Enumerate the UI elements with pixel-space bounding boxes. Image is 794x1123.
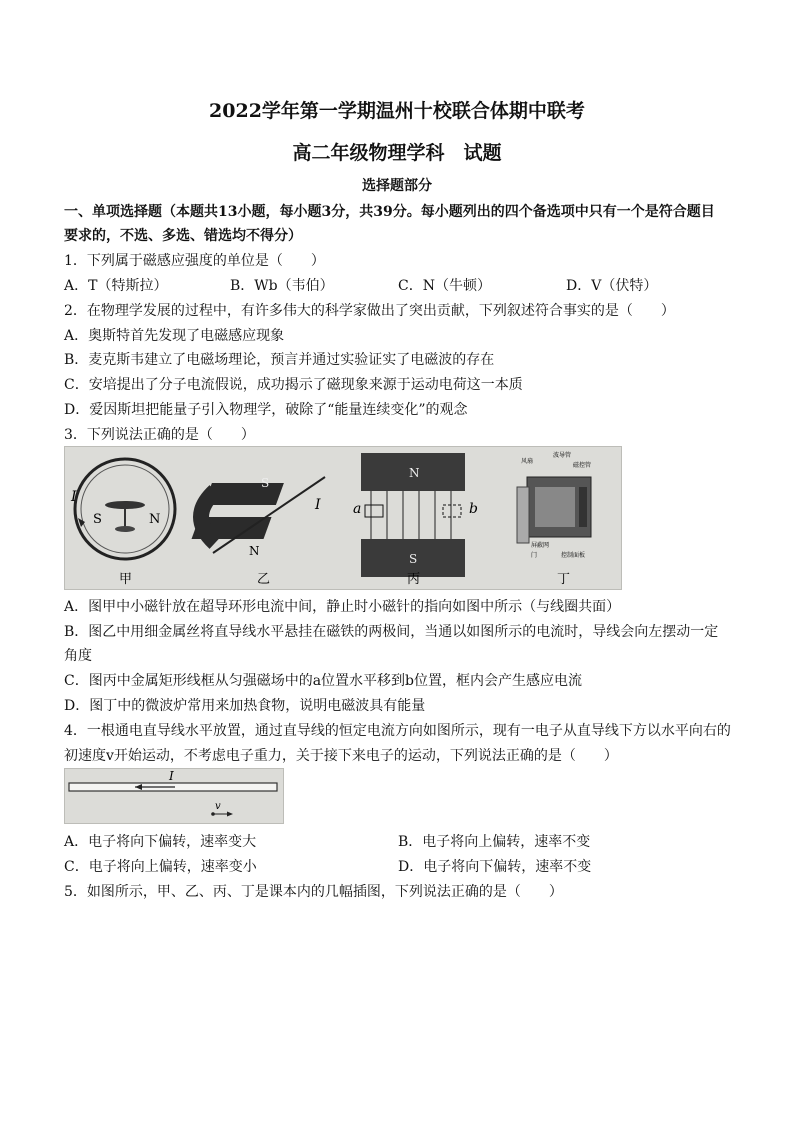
q3-option-d: D．图丁中的微波炉常用来加热食物，说明电磁波具有能量: [64, 698, 426, 714]
label-s-yi: S: [261, 476, 270, 490]
label-current-yi: I: [315, 497, 321, 513]
q2-option-a: A．奥斯特首先发现了电磁感应现象: [64, 328, 285, 344]
q2-option-d: D．爱因斯坦把能量子引入物理学，破除了“能量连续变化”的观念: [64, 402, 468, 418]
label-n-jia: N: [149, 512, 161, 527]
label-n-bing: N: [409, 466, 420, 480]
q4-figure: [64, 768, 284, 824]
label-velocity: v: [215, 801, 221, 812]
label-waveguide: 波导管: [553, 452, 572, 459]
label-s-bing: S: [409, 552, 418, 566]
label-magnetron: 磁控管: [573, 462, 592, 469]
figure-ding: [517, 451, 591, 587]
q4-stem-line1: 4．一根通电直导线水平放置，通过直导线的恒定电流方向如图所示，现有一电子从直导线下方以水平向右的: [64, 723, 731, 739]
exam-subtitle: 高二年级物理学科 试题: [292, 142, 502, 164]
caption-jia: 甲: [119, 572, 133, 587]
caption-ding: 丁: [557, 572, 571, 587]
label-current-jia: I: [71, 489, 77, 505]
label-shield: 屏蔽网: [531, 542, 550, 549]
figure-jia: [70, 459, 175, 587]
caption-yi: 乙: [257, 572, 271, 587]
q3-option-b: B．图乙中用细金属丝将直导线水平悬挂在磁铁的两极间，当通以如图所示的电流时，导线会向左摆动一定: [64, 624, 719, 640]
label-n-yi: N: [249, 544, 260, 558]
label-s-jia: S: [93, 512, 102, 527]
q4-option-c: C．电子将向上偏转，速率变小: [64, 859, 257, 875]
q1-option-a: A．T（特斯拉）: [64, 278, 168, 294]
q3-stem: 3．下列说法正确的是（ ）: [64, 427, 255, 443]
q3-option-c: C．图丙中金属矩形线框从匀强磁场中的a位置水平移到b位置，框内会产生感应电流: [64, 673, 583, 689]
q3-option-b-continued: 角度: [64, 648, 92, 664]
exam-title: 2022学年第一学期温州十校联合体期中联考: [209, 100, 585, 122]
label-fan: 风扇: [521, 458, 534, 465]
q2-option-b: B．麦克斯韦建立了电磁场理论，预言并通过实验证实了电磁波的存在: [64, 352, 495, 368]
label-panel: 控制面板: [561, 552, 586, 559]
q3-option-a: A．图甲中小磁针放在超导环形电流中间，静止时小磁针的指向如图中所示（与线圈共面）: [64, 599, 621, 615]
q4-option-b: B．电子将向上偏转，速率不变: [398, 834, 591, 850]
instructions-line2: 要求的，不选、多选、错选均不得分）: [64, 228, 302, 244]
q1-stem: 1．下列属于磁感应强度的单位是（ ）: [64, 253, 325, 269]
q1-option-d: D．V（伏特）: [566, 278, 658, 294]
q4-option-d: D．电子将向下偏转，速率不变: [398, 859, 592, 875]
label-a: a: [353, 501, 362, 517]
caption-bing: 丙: [407, 572, 421, 587]
figure-yi: [192, 476, 325, 587]
q3-figure: [64, 446, 622, 590]
section-heading: 选择题部分: [362, 178, 432, 194]
q2-stem: 2．在物理学发展的过程中，有许多伟大的科学家做出了突出贡献，下列叙述符合事实的是（ ）: [64, 303, 675, 319]
q5-stem: 5．如图所示，甲、乙、丙、丁是课本内的几幅插图，下列说法正确的是（ ）: [64, 884, 563, 900]
label-door: 门: [531, 552, 538, 559]
q4-stem-line2: 初速度v开始运动，不考虑电子重力，关于接下来电子的运动，下列说法正确的是（ ）: [64, 748, 618, 764]
q4-option-a: A．电子将向下偏转，速率变大: [64, 834, 257, 850]
label-current-q4: I: [169, 769, 174, 783]
q1-option-b: B．Wb（韦伯）: [230, 278, 334, 294]
instructions-line1: 一、单项选择题（本题共13小题，每小题3分，共39分。每小题列出的四个备选项中只有一个是符合题目: [64, 204, 715, 220]
label-b: b: [469, 501, 478, 517]
q1-option-c: C．N（牛顿）: [398, 278, 491, 294]
figure-bing: [353, 453, 478, 587]
q2-option-c: C．安培提出了分子电流假说，成功揭示了磁现象来源于运动电荷这一本质: [64, 377, 523, 393]
